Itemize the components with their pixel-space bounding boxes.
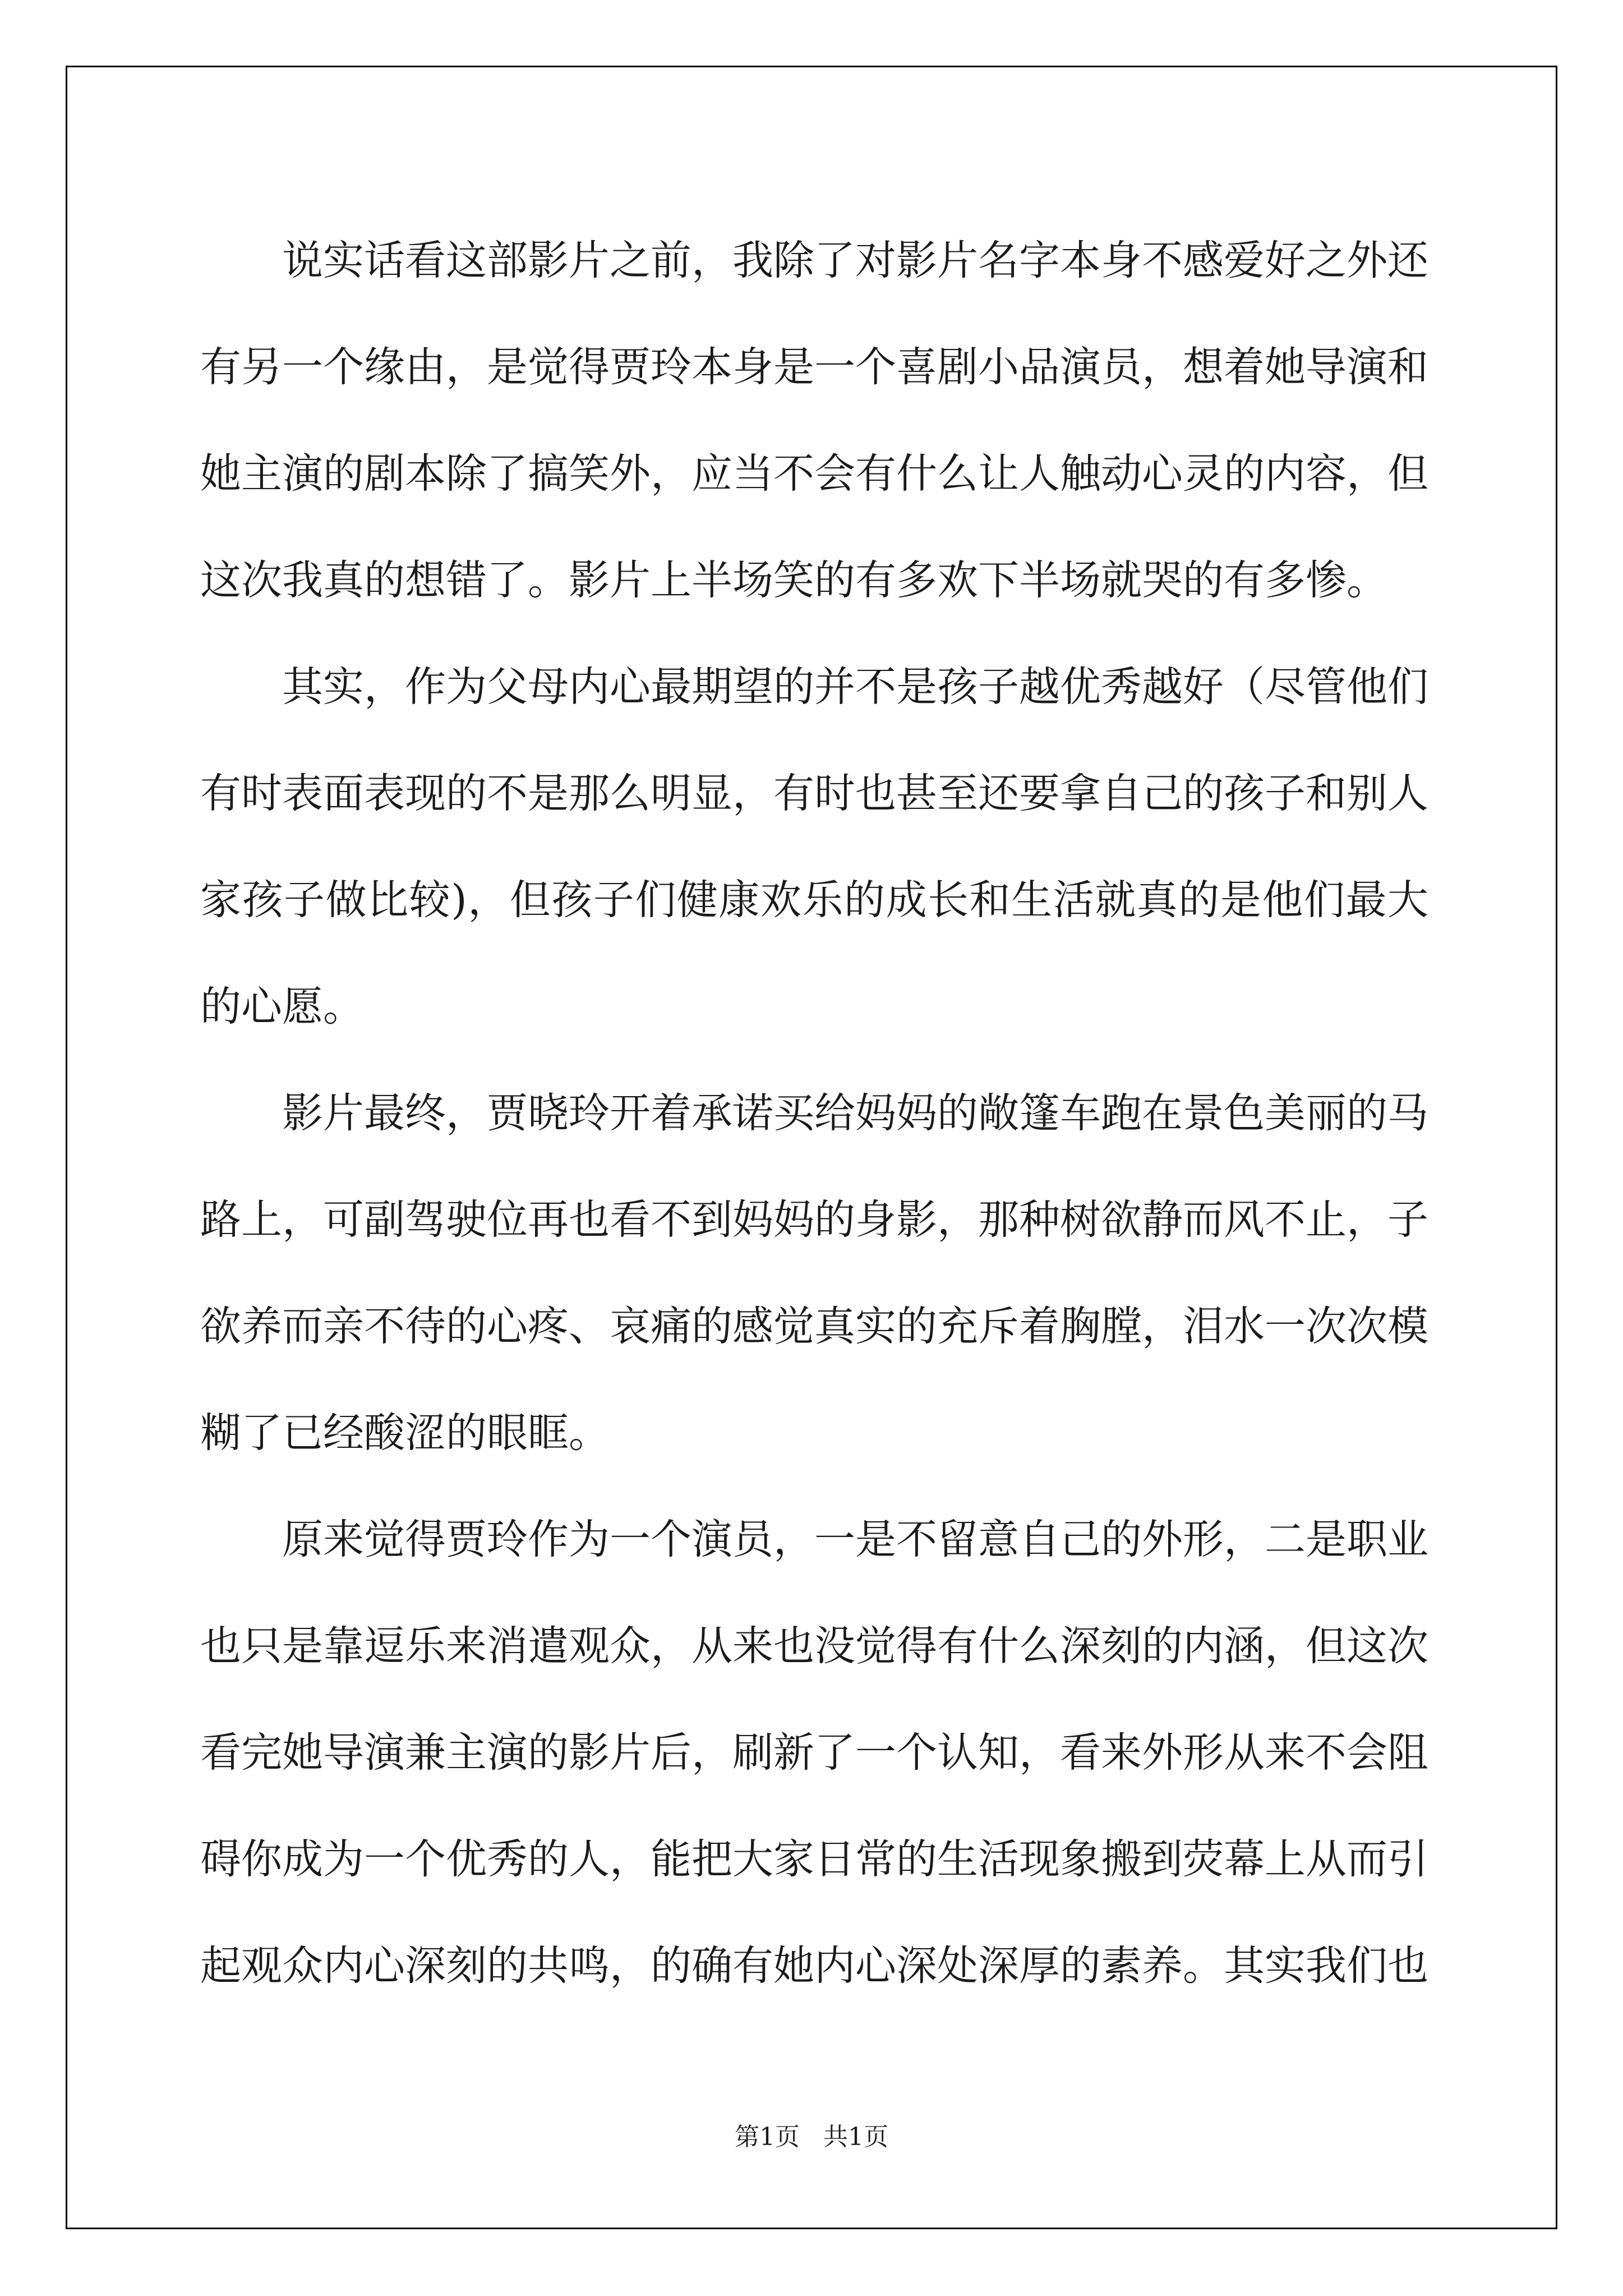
page-footer <box>0 2120 1623 2154</box>
page-number: 第1页 <box>735 2123 800 2151</box>
page-total: 共1页 <box>823 2123 888 2151</box>
paragraph: 原来觉得贾玲作为一个演员，一是不留意自己的外形，二是职业也只是靠逗乐来消遣观众，从来也没觉得有什么深刻的内涵，但这次看完她导演兼主演的影片后，刷新了一个认知，看来外形从来不会阻碍你成为一个优秀的人，能把大家日常的生活现象搬到荧幕上从而引起观众内心深刻的共鸣，的确有她内心深处深厚的素养。其实我们也 <box>200 1516 1428 1990</box>
paragraph: 其实，作为父母内心最期望的并不是孩子越优秀越好（尽管他们有时表面表现的不是那么明显，有时也甚至还要拿自己的孩子和别人家孩子做比较)，但孩子们健康欢乐的成长和生活就真的是他们最大的心愿。 <box>200 663 1428 1030</box>
paragraph: 影片最终，贾晓玲开着承诺买给妈妈的敞篷车跑在景色美丽的马路上，可副驾驶位再也看不到妈妈的身影，那种树欲静而风不止，子欲养而亲不待的心疼、哀痛的感觉真实的充斥着胸膛，泪水一次次模糊了已经酸涩的眼眶。 <box>200 1089 1428 1457</box>
document-body <box>200 208 1428 2019</box>
paragraph: 说实话看这部影片之前，我除了对影片名字本身不感爱好之外还有另一个缘由，是觉得贾玲本身是一个喜剧小品演员，想着她导演和她主演的剧本除了搞笑外，应当不会有什么让人触动心灵的内容，但这次我真的想错了。影片上半场笑的有多欢下半场就哭的有多惨。 <box>200 237 1428 604</box>
